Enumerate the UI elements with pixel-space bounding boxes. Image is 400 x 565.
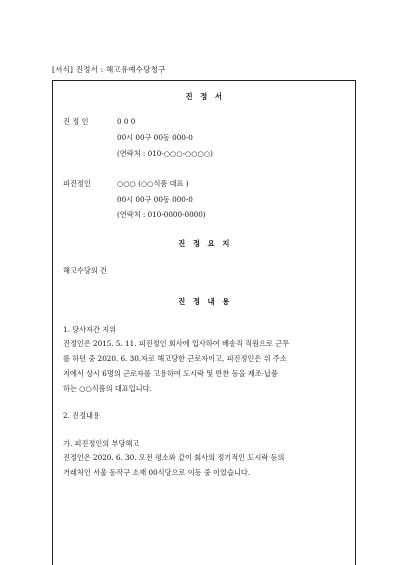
form-caption: [서식] 진정서 : 해고유예수당청구 bbox=[52, 65, 166, 74]
petitioner-contact: (연락처 : 010-○○○-○○○○) bbox=[117, 149, 213, 158]
section2-line: 거래처인 서울 동작구 소재 00식당으로 이동 중 이었습니다. bbox=[63, 468, 251, 477]
respondent-name: ○○○ (○○식품 대표 ) bbox=[117, 179, 189, 188]
section1-line: 를 하던 중 2020. 6. 30.자로 해고당한 근로자이고, 피진정인은 위 주소 bbox=[63, 354, 287, 363]
section2-line: 진정인은 2020. 6. 30. 오전 평소와 같이 회사의 정기적인 도시락 등의 bbox=[63, 453, 285, 462]
section1-line: 지에서 상시 6명의 근로자를 고용하여 도시락 및 반찬 등을 제조·납품 bbox=[63, 369, 278, 378]
content-title: 진 정 내 용 bbox=[178, 297, 232, 306]
section2-subheading: 가. 피진정인의 부당해고 bbox=[63, 439, 140, 448]
respondent-contact: (연락처 : 010-0000-0000) bbox=[117, 210, 206, 219]
petitioner-address: 00시 00구 00동 000-0 bbox=[117, 133, 193, 142]
summary-text: 해고수당의 건 bbox=[63, 266, 107, 275]
petitioner-name: 0 0 0 bbox=[117, 117, 136, 126]
summary-title: 진 정 요 지 bbox=[178, 239, 232, 248]
document-frame bbox=[52, 80, 356, 565]
section2-heading: 2. 진정내용 bbox=[63, 411, 100, 420]
section1-heading: 1. 당사자간 지위 bbox=[63, 325, 117, 334]
petitioner-label: 진 정 인 bbox=[63, 117, 89, 126]
document-title: 진 정 서 bbox=[185, 92, 225, 101]
respondent-label: 피진정인 bbox=[63, 179, 91, 188]
respondent-address: 00시 00구 00동 000-0 bbox=[117, 195, 193, 204]
section1-line: 하는 ○○식품의 대표입니다. bbox=[63, 384, 152, 393]
section1-line: 진정인은 2015. 5. 11. 피진정인 회사에 입사하여 배송직 직원으로 근무 bbox=[63, 339, 290, 348]
